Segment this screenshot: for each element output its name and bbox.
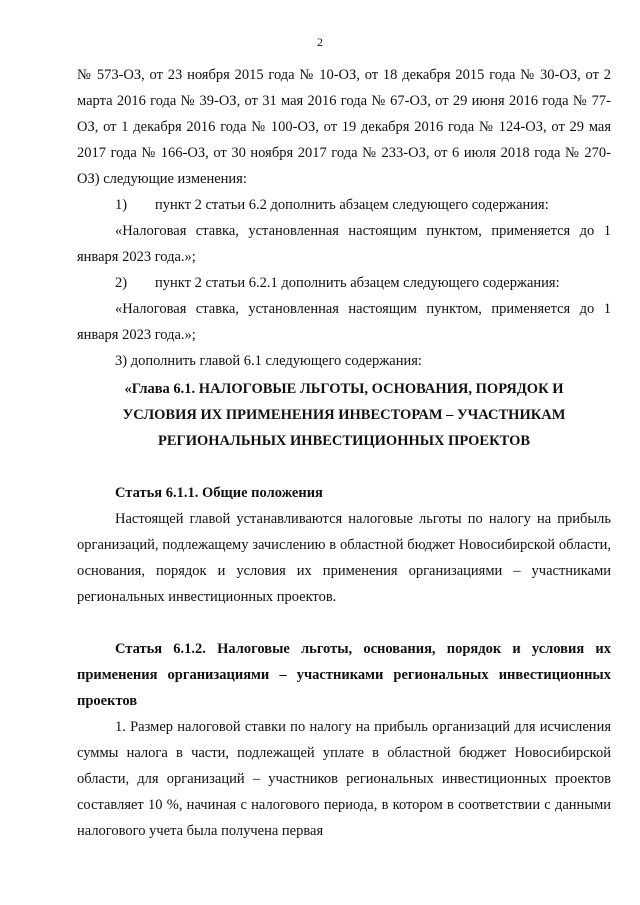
list-item-text: пункт 2 статьи 6.2 дополнить абзацем следующего содержания: [155,197,549,213]
article-6-1-2-title: Статья 6.1.2. Налоговые льготы, основания, порядок и условия их применения организациями – участниками региональных инвестиционных проектов [77,641,611,709]
list-item-2 [77,270,611,296]
quote-paragraph-1: «Налоговая ставка, установленная настоящим пунктом, применяется до 1 января 2023 года.»; [77,223,611,265]
chapter-heading-line: УСЛОВИЯ ИХ ПРИМЕНЕНИЯ ИНВЕСТОРАМ – УЧАСТНИКАМ [122,407,566,423]
list-item-1 [77,192,611,218]
list-item-number: 2) [115,275,128,291]
intro-paragraph: № 573-ОЗ, от 23 ноября 2015 года № 10-ОЗ, от 18 декабря 2015 года № 30-ОЗ, от 2 марта 2016 года № 39-ОЗ, от 31 мая 2016 года № 67-ОЗ, от 29 июня 2016 года № 77-ОЗ, от 1 декабря 2016 года № 100-ОЗ, от 19 декабря 2016 года № 124-ОЗ, от 29 мая 2017 года № 166-ОЗ, от 30 ноября 2017 года № 233-ОЗ, от 6 июля 2018 года № 270-ОЗ) следующие изменения: [77,67,611,187]
chapter-heading-line: «Глава 6.1. НАЛОГОВЫЕ ЛЬГОТЫ, ОСНОВАНИЯ, ПОРЯДОК И [124,381,564,397]
chapter-heading [77,376,611,454]
list-item-text: пункт 2 статьи 6.2.1 дополнить абзацем следующего содержания: [155,275,560,291]
article-6-1-2-text: 1. Размер налоговой ставки по налогу на прибыль организаций для исчисления суммы налога в части, подлежащей уплате в областной бюджет Новосибирской области, для организаций – участников региональных инвестиционных проектов составляет 10 %, начиная с налогового периода, в котором в соответствии с данными налогового учета была получена первая [77,719,611,839]
page-number: 2 [317,35,323,49]
article-6-1-1-title: Статья 6.1.1. Общие положения [115,485,323,501]
list-item-number: 1) [115,197,128,213]
quote-paragraph-2: «Налоговая ставка, установленная настоящим пунктом, применяется до 1 января 2023 года.»; [77,301,611,343]
list-item-3: 3) дополнить главой 6.1 следующего содержания: [115,353,422,369]
article-6-1-1-text: Настоящей главой устанавливаются налоговые льготы по налогу на прибыль организаций, подлежащему зачислению в областной бюджет Новосибирской области, основания, порядок и условия их применения организациями – участниками региональных инвестиционных проектов. [77,511,611,605]
document-body [77,62,611,844]
chapter-heading-line: РЕГИОНАЛЬНЫХ ИНВЕСТИЦИОННЫХ ПРОЕКТОВ [157,433,531,449]
